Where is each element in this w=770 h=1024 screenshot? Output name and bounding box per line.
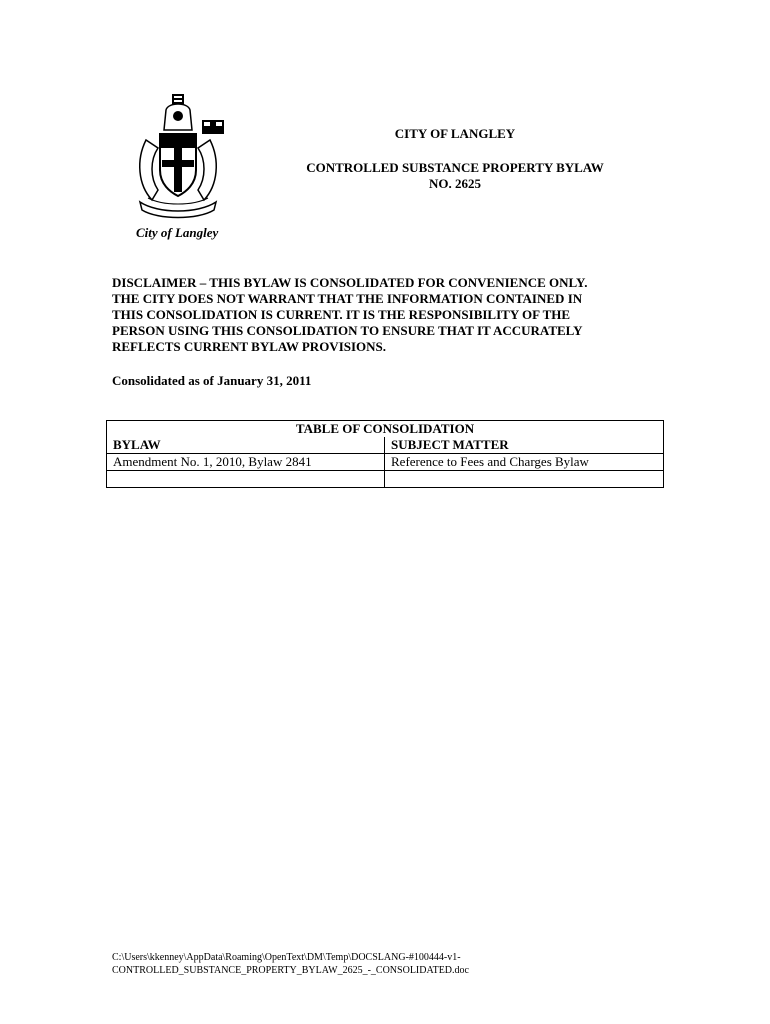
table-title: TABLE OF CONSOLIDATION xyxy=(107,421,664,438)
table-row xyxy=(107,454,664,471)
title-bylaw-number: NO. 2625 xyxy=(429,176,481,191)
document-title xyxy=(290,126,620,192)
consolidated-date: Consolidated as of January 31, 2011 xyxy=(112,373,312,388)
table-header-row xyxy=(107,437,664,454)
footer-path-line: C:\Users\kkenney\AppData\Roaming\OpenText\DM\Temp\DOCSLANG-#100444-v1- xyxy=(112,952,461,963)
title-city: CITY OF LANGLEY xyxy=(394,126,516,141)
crest-caption: City of Langley xyxy=(136,225,219,240)
table-cell-subject xyxy=(385,471,664,488)
table-cell-bylaw: Amendment No. 1, 2010, Bylaw 2841 xyxy=(107,454,385,471)
disclaimer-line: PERSON USING THIS CONSOLIDATION TO ENSURE THAT IT ACCURATELY xyxy=(112,323,583,338)
disclaimer xyxy=(112,275,672,355)
table-cell-subject: Reference to Fees and Charges Bylaw xyxy=(385,454,664,471)
disclaimer-line: DISCLAIMER – THIS BYLAW IS CONSOLIDATED FOR CONVENIENCE ONLY. xyxy=(112,275,588,290)
disclaimer-line: REFLECTS CURRENT BYLAW PROVISIONS. xyxy=(112,339,387,354)
column-header-subject: SUBJECT MATTER xyxy=(385,437,664,454)
footer-path-line: CONTROLLED_SUBSTANCE_PROPERTY_BYLAW_2625_-_CONSOLIDATED.doc xyxy=(112,965,469,976)
disclaimer-line: THE CITY DOES NOT WARRANT THAT THE INFORMATION CONTAINED IN xyxy=(112,291,583,306)
table-cell-bylaw xyxy=(107,471,385,488)
column-header-bylaw: BYLAW xyxy=(107,437,385,454)
footer-file-path xyxy=(112,951,469,977)
table-row xyxy=(107,471,664,488)
title-bylaw-name: CONTROLLED SUBSTANCE PROPERTY BYLAW xyxy=(306,160,604,175)
city-crest-icon xyxy=(128,90,228,225)
table-title-row xyxy=(107,421,664,438)
disclaimer-line: THIS CONSOLIDATION IS CURRENT. IT IS THE RESPONSIBILITY OF THE xyxy=(112,307,571,322)
consolidation-table xyxy=(106,420,664,488)
